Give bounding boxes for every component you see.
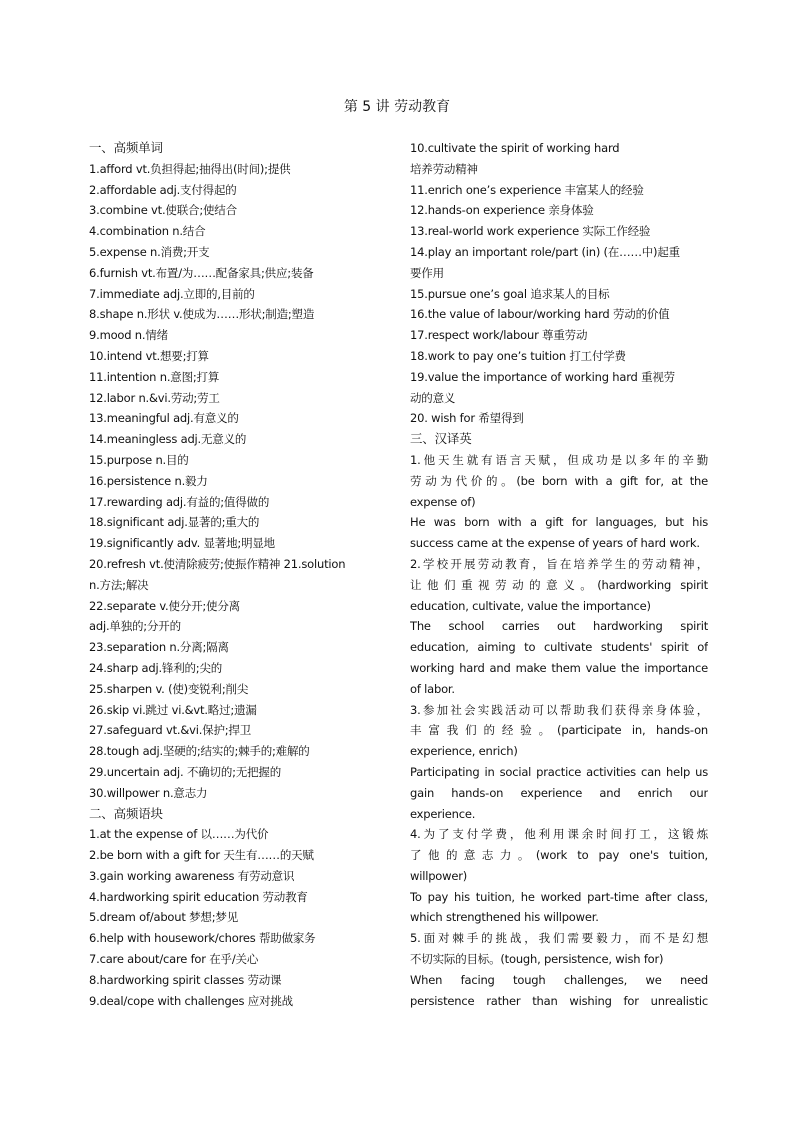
text-line: of labor. [410, 681, 455, 696]
text-line: 4.combination n.结合 [89, 224, 206, 239]
text-line: 11.enrich one’s experience 丰富某人的经验 [410, 182, 644, 197]
text-line: 23.separation n.分离;隔离 [89, 640, 229, 655]
text-line: To pay his tuition, he worked part-time after class, [410, 889, 708, 904]
text-line: 18.work to pay one’s tuition 打工付学费 [410, 348, 626, 363]
text-line: 16.persistence n.毅力 [89, 473, 208, 488]
text-line: 8.hardworking spirit classes 劳动课 [89, 972, 282, 987]
text-line: 19.value the importance of working hard 重视劳 [410, 369, 675, 384]
text-line: 22.separate v.使分开;使分离 [89, 598, 240, 613]
text-line: education, aiming to cultivate students' spirit of [410, 640, 708, 655]
text-line: 20. wish for 希望得到 [410, 411, 524, 426]
text-line: 17.rewarding adj.有益的;值得做的 [89, 494, 270, 509]
text-line: 12.hands-on experience 亲身体验 [410, 203, 594, 218]
text-line: 4.hardworking spirit education 劳动教育 [89, 889, 308, 904]
text-line: 丰富我们的经验。(participate in, hands-on [410, 723, 708, 738]
text-line: adj.单独的;分开的 [89, 619, 181, 634]
text-line: which strengthened his willpower. [410, 910, 599, 925]
text-line: 15.pursue one’s goal 追求某人的目标 [410, 286, 610, 301]
text-line: 4.为了支付学费，他利用课余时间打工，这锻炼 [410, 827, 708, 842]
text-line: experience, enrich) [410, 744, 518, 759]
text-line: 16.the value of labour/working hard 劳动的价值 [410, 307, 670, 322]
text-line: 18.significant adj.显著的;重大的 [89, 515, 260, 530]
text-line: willpower) [410, 868, 468, 883]
text-line: The school carries out hardworking spirit [410, 619, 708, 634]
text-line: 9.deal/cope with challenges 应对挑战 [89, 993, 293, 1008]
text-line: 7.care about/care for 在乎/关心 [89, 952, 259, 967]
text-line: experience. [410, 806, 476, 821]
text-line: 13.real-world work experience 实际工作经验 [410, 224, 651, 239]
text-line: 5.expense n.消费;开支 [89, 244, 210, 259]
text-line: 14.play an important role/part (in) (在……中)起重 [410, 244, 680, 259]
text-line: success came at the expense of years of hard work. [410, 536, 700, 551]
text-line: 17.respect work/labour 尊重劳动 [410, 328, 588, 343]
text-line: 6.help with housework/chores 帮助做家务 [89, 931, 316, 946]
text-line: 1.他天生就有语言天赋，但成功是以多年的辛勤 [410, 452, 708, 467]
text-line: 8.shape n.形状 v.使成为……形状;制造;塑造 [89, 307, 315, 322]
text-line: 要作用 [410, 265, 444, 280]
text-line: 3.参加社会实践活动可以帮助我们获得亲身体验， [410, 702, 708, 717]
text-line: 9.mood n.情绪 [89, 328, 168, 343]
text-line: 2.be born with a gift for 天生有……的天赋 [89, 848, 314, 863]
section-heading: 三、汉译英 [410, 431, 472, 447]
text-line: 15.purpose n.目的 [89, 452, 189, 467]
text-line: 5.dream of/about 梦想;梦见 [89, 910, 238, 925]
text-line: He was born with a gift for languages, but his [410, 515, 708, 530]
text-line: 2.学校开展劳动教育，旨在培养学生的劳动精神， [410, 556, 708, 571]
text-line: 10.cultivate the spirit of working hard [410, 141, 620, 155]
text-line: 12.labor n.&vi.劳动;劳工 [89, 390, 220, 405]
text-line: gain hands-on experience and enrich our [410, 785, 708, 800]
text-line: 让他们重视劳动的意义。(hardworking spirit [410, 577, 708, 592]
text-line: 培养劳动精神 [410, 161, 478, 176]
text-line: When facing tough challenges, we need [410, 972, 708, 987]
page-title: 第 5 讲 劳动教育 [343, 99, 451, 115]
left-column [89, 138, 389, 1011]
text-line: 19.significantly adv. 显著地;明显地 [89, 536, 275, 551]
text-line: 3.gain working awareness 有劳动意识 [89, 868, 295, 883]
text-line: 29.uncertain adj. 不确切的;无把握的 [89, 764, 282, 779]
text-line: 20.refresh vt.使清除疲劳;使振作精神 21.solution [89, 556, 346, 571]
text-line: 28.tough adj.坚硬的;结实的;棘手的;难解的 [89, 744, 310, 759]
text-line: education, cultivate, value the importance) [410, 598, 651, 613]
right-column [410, 138, 708, 1011]
text-line: 24.sharp adj.锋利的;尖的 [89, 660, 223, 675]
text-line: 不切实际的目标。(tough, persistence, wish for) [410, 952, 664, 967]
text-line: 10.intend vt.想要;打算 [89, 348, 209, 363]
text-line: 2.affordable adj.支付得起的 [89, 182, 237, 197]
text-line: expense of) [410, 494, 476, 509]
text-line: Participating in social practice activities can help us [410, 764, 708, 779]
text-line: 了他的意志力。(work to pay one's tuition, [410, 848, 708, 863]
text-line: 30.willpower n.意志力 [89, 785, 208, 800]
text-line: 1.afford vt.负担得起;抽得出(时间);提供 [89, 161, 291, 176]
text-line: 劳动为代价的。(be born with a gift for, at the [410, 473, 708, 488]
text-line: 动的意义 [410, 390, 456, 405]
text-line: 3.combine vt.使联合;使结合 [89, 203, 237, 218]
section-heading: 二、高频语块 [89, 805, 163, 821]
text-line: 5.面对棘手的挑战，我们需要毅力，而不是幻想 [410, 931, 708, 946]
text-line: 7.immediate adj.立即的,目前的 [89, 286, 255, 301]
text-line: 26.skip vi.跳过 vi.&vt.略过;遗漏 [89, 702, 257, 717]
text-line: 6.furnish vt.布置/为……配备家具;供应;装备 [89, 265, 314, 280]
text-line: 1.at the expense of 以……为代价 [89, 827, 269, 842]
text-line: working hard and make them value the importance [410, 660, 708, 675]
text-line: 25.sharpen v. (使)变锐利;削尖 [89, 681, 249, 696]
text-line: 14.meaningless adj.无意义的 [89, 432, 247, 447]
text-line: 11.intention n.意图;打算 [89, 369, 220, 384]
text-line: 13.meaningful adj.有意义的 [89, 411, 239, 426]
section-heading: 一、高频单词 [89, 140, 163, 155]
text-line: 27.safeguard vt.&vi.保护;捍卫 [89, 723, 252, 738]
text-line: persistence rather than wishing for unrealistic [410, 993, 708, 1008]
text-line: n.方法;解决 [89, 577, 149, 592]
